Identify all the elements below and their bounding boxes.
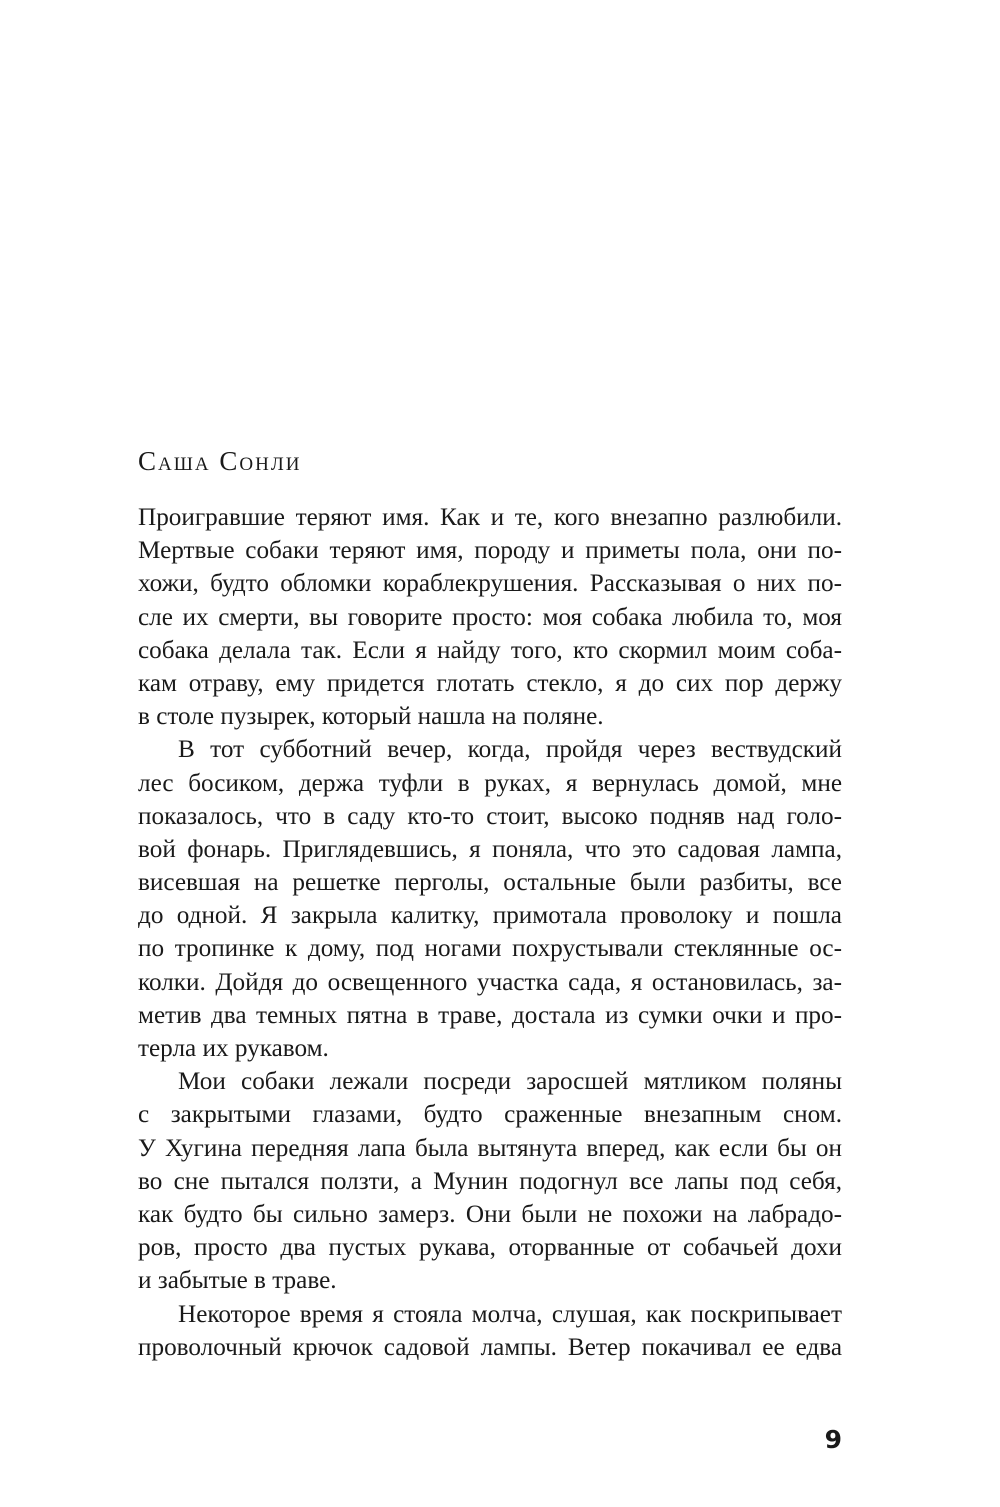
text-line: ров, просто два пустых рукава, оторванные от собачьей дохи [138,1234,842,1262]
text-line: показалось, что в саду кто-то стоит, высоко подняв над голо- [138,802,842,830]
text-line: кам отраву, ему придется глотать стекло, я до сих пор держу [138,669,842,697]
text-line: Некоторое время я стояла молча, слушая, как поскрипывает [178,1300,842,1328]
chapter-heading: Саша Сонли [138,446,302,476]
text-line: до одной. Я закрыла калитку, примотала проволоку и пошла [138,902,842,930]
text-line: проволочный крючок садовой лампы. Ветер покачивал ее едва [138,1333,842,1361]
text-line: лес босиком, держа туфли в руках, я вернулась домой, мне [138,769,842,797]
body-text [138,501,842,1364]
text-line: и забытые в траве. [138,1267,337,1295]
text-line: вой фонарь. Приглядевшись, я поняла, что это садовая лампа, [138,835,842,863]
text-line: сле их смерти, вы говорите просто: моя собака любила то, моя [138,603,842,631]
text-line: терла их рукавом. [138,1035,329,1062]
text-line: колки. Дойдя до освещенного участка сада, я остановилась, за- [138,968,842,996]
text-line: У Хугина передняя лапа была вытянута вперед, как если бы он [138,1134,842,1162]
text-line: во сне пытался ползти, а Мунин подогнул все лапы под себя, [138,1167,842,1195]
text-line: собака делала так. Если я найду того, кто скормил моим соба- [138,636,842,664]
text-line: с закрытыми глазами, будто сраженные внезапным сном. [138,1101,842,1129]
page-number: 9 [824,1425,842,1454]
text-line: висевшая на решетке перголы, остальные были разбиты, все [138,869,842,897]
text-line: как будто бы сильно замерз. Они были не похожи на лабрадо- [138,1200,842,1228]
text-line: в столе пузырек, который нашла на поляне. [138,703,604,731]
text-line: Мертвые собаки теряют имя, породу и приметы пола, они по- [138,537,842,565]
text-line: хожи, будто обломки кораблекрушения. Рассказывая о них по- [138,570,842,598]
text-line: Проигравшие теряют имя. Как и те, кого внезапно разлюбили. [138,504,842,531]
text-line: Мои собаки лежали посреди заросшей мятликом поляны [178,1068,842,1096]
text-line: по тропинке к дому, под ногами похрустывали стеклянные ос- [138,935,842,963]
text-line: метив два темных пятна в траве, достала из сумки очки и про- [138,1001,842,1029]
text-line: В тот субботний вечер, когда, пройдя через вествудский [178,736,842,764]
